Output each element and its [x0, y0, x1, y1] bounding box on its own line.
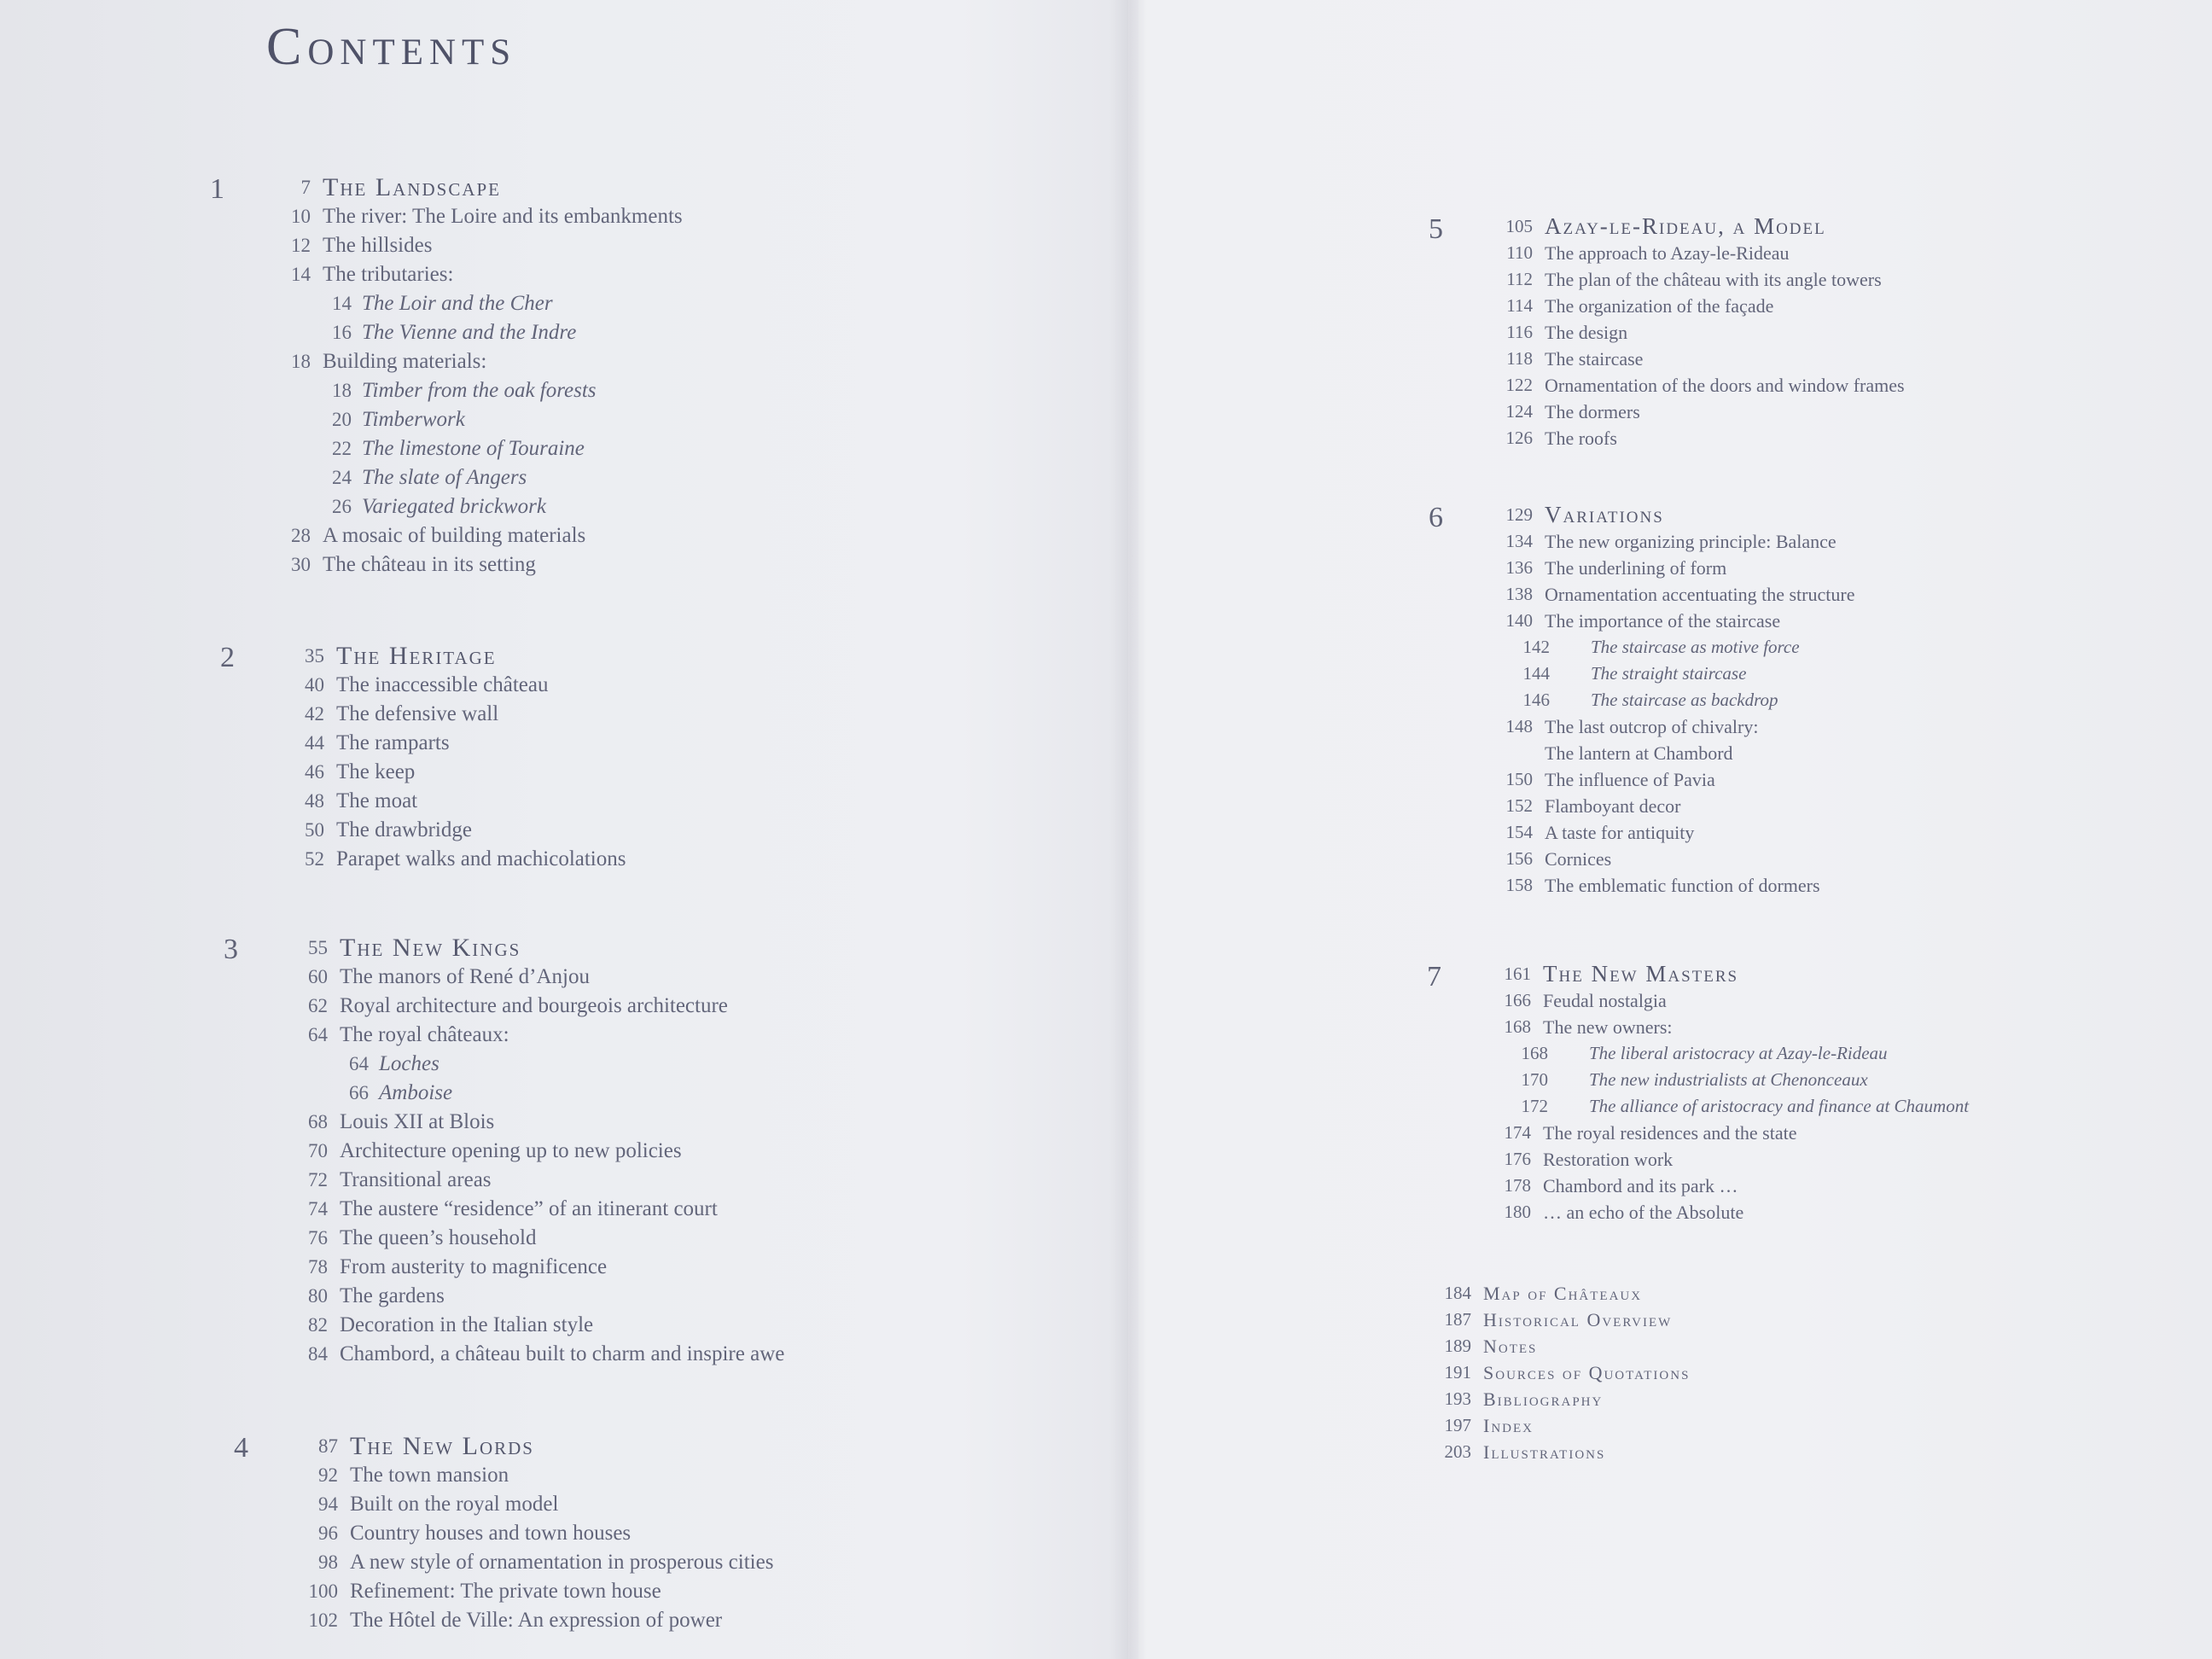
back-matter-title: Bibliography [1483, 1388, 1604, 1410]
entry-text: The new owners: [1543, 1016, 1673, 1038]
page-number: 26 [332, 496, 352, 517]
entry-text: Feudal nostalgia [1543, 990, 1667, 1011]
entry-text: The new organizing principle: Balance [1545, 531, 1837, 552]
page-number: 150 [1505, 769, 1533, 789]
page-number: 172 [1521, 1096, 1548, 1116]
entry-text: Built on the royal model [350, 1493, 559, 1516]
entry-list [268, 173, 1121, 579]
toc-subentry [268, 376, 1121, 405]
page-number: 18 [291, 351, 311, 372]
page-title: Contents [266, 18, 517, 76]
back-matter-title: Sources of Quotations [1483, 1362, 1691, 1383]
toc-entry [1488, 372, 2212, 399]
entry-text: Royal architecture and bourgeois architecture [340, 994, 728, 1017]
page-number: 60 [308, 966, 328, 987]
toc-entry [1487, 1199, 2212, 1225]
chapter-number: 5 [1429, 213, 1443, 245]
chapter-title: The New Kings [340, 934, 521, 962]
entry-text: Architecture opening up to new policies [340, 1139, 682, 1162]
entry-text: The limestone of Touraine [362, 437, 585, 460]
entry-text: The Loir and the Cher [362, 292, 553, 315]
page-number: 184 [1444, 1283, 1471, 1303]
entry-text: The moat [336, 789, 418, 812]
entry-text: The royal residences and the state [1543, 1122, 1797, 1144]
page-number: 64 [308, 1024, 328, 1045]
page-number: 158 [1505, 875, 1533, 895]
page-number: 136 [1505, 557, 1533, 578]
toc-entry [1487, 1014, 2212, 1040]
page-number: 138 [1505, 584, 1533, 604]
entry-text: Restoration work [1543, 1149, 1674, 1170]
page-number: 110 [1506, 242, 1533, 263]
entry-text: The emblematic function of dormers [1545, 875, 1820, 896]
entry-text: The drawbridge [336, 818, 472, 841]
entry-text: The importance of the staircase [1545, 610, 1781, 632]
page-number: 187 [1444, 1309, 1471, 1330]
chapter-number: 2 [220, 642, 235, 673]
entry-text: The staircase as motive force [1591, 637, 1800, 657]
entry-text: The influence of Pavia [1545, 769, 1715, 790]
page-number: 66 [349, 1082, 369, 1103]
page-number: 154 [1505, 822, 1533, 842]
page-number: 70 [308, 1140, 328, 1161]
page-number: 170 [1521, 1069, 1548, 1090]
entry-text: Ornamentation of the doors and window frames [1545, 375, 1905, 396]
entry-text: … an echo of the Absolute [1543, 1202, 1744, 1223]
back-matter-title: Index [1483, 1415, 1534, 1436]
entry-text: The roofs [1545, 428, 1617, 449]
page-number: 62 [308, 995, 328, 1016]
page-number: 76 [308, 1227, 328, 1249]
toc-entry [295, 1461, 1149, 1490]
toc-entry [285, 1108, 1138, 1137]
page-number: 40 [305, 674, 324, 696]
toc-subentry [268, 463, 1121, 492]
toc-subentry [1488, 687, 2212, 713]
chapter-number: 6 [1429, 502, 1443, 533]
page-number: 114 [1506, 295, 1533, 316]
entry-text: Flamboyant decor [1545, 795, 1681, 817]
chapter-title: The Landscape [323, 173, 501, 201]
toc-entry [285, 963, 1138, 992]
toc-entry [1488, 425, 2212, 451]
entry-text: Transitional areas [340, 1168, 492, 1191]
chapter-heading-row [285, 934, 1138, 963]
page-number: 122 [1505, 375, 1533, 395]
chapter-title: The New Masters [1543, 961, 1739, 987]
toc-entry [1488, 713, 2212, 740]
page-number: 197 [1444, 1415, 1471, 1435]
entry-text: A new style of ornamentation in prosperous cities [350, 1551, 774, 1574]
entry-text: The tributaries: [323, 263, 454, 286]
toc-entry [295, 1490, 1149, 1519]
entry-text: Ornamentation accentuating the structure [1545, 584, 1855, 605]
entry-text: The queen’s household [340, 1226, 537, 1249]
toc-entry [1488, 399, 2212, 425]
entry-text: Decoration in the Italian style [340, 1313, 594, 1336]
page-number: 166 [1504, 990, 1531, 1010]
page-number: 18 [332, 380, 352, 401]
toc-entry [268, 202, 1121, 231]
toc-entry [268, 550, 1121, 579]
page-number: 152 [1505, 795, 1533, 816]
page-number: 72 [308, 1169, 328, 1190]
back-matter-entry [1427, 1359, 2024, 1386]
toc-subentry [268, 492, 1121, 521]
chapter-number: 4 [234, 1432, 248, 1464]
toc-entry [285, 1166, 1138, 1195]
entry-text: Parapet walks and machicolations [336, 847, 626, 870]
chapter-title: Azay-le-Rideau, a Model [1545, 213, 1826, 239]
toc-entry [295, 1606, 1149, 1635]
entry-list [1487, 961, 2212, 1225]
page-number: 124 [1505, 401, 1533, 422]
toc-entry [1488, 740, 2212, 766]
entry-text: The organization of the façade [1545, 295, 1774, 317]
page-number: 14 [332, 293, 352, 314]
page-number: 168 [1521, 1043, 1548, 1063]
toc-subentry [268, 318, 1121, 347]
toc-subentry [1487, 1093, 2212, 1120]
page-number: 126 [1505, 428, 1533, 448]
page-number: 10 [291, 206, 311, 227]
page-number: 178 [1504, 1175, 1531, 1196]
page-number: 156 [1505, 848, 1533, 869]
toc-entry [285, 1195, 1138, 1224]
back-matter-title: Illustrations [1483, 1441, 1606, 1463]
entry-text: The ramparts [336, 731, 450, 754]
page-number: 176 [1504, 1149, 1531, 1169]
entry-text: The royal châteaux: [340, 1023, 509, 1046]
page-number: 64 [349, 1053, 369, 1074]
page-number: 142 [1522, 637, 1550, 657]
back-matter-entry [1427, 1333, 2024, 1359]
toc-subentry [268, 434, 1121, 463]
entry-list [295, 1432, 1149, 1635]
entry-text: The plan of the château with its angle towers [1545, 269, 1882, 290]
chapter-title: The New Lords [350, 1432, 534, 1460]
toc-entry [1488, 319, 2212, 346]
toc-entry [285, 992, 1138, 1021]
chapter-title: Variations [1545, 502, 1664, 527]
entry-text: Cornices [1545, 848, 1612, 870]
chapter-number: 1 [210, 173, 224, 205]
toc-entry [1487, 987, 2212, 1014]
toc-subentry [285, 1050, 1138, 1079]
page-number: 118 [1506, 348, 1533, 369]
page-number: 116 [1506, 322, 1533, 342]
toc-entry [1488, 793, 2212, 819]
toc-subentry [1488, 634, 2212, 661]
page-number: 193 [1444, 1388, 1471, 1409]
toc-entry [1488, 872, 2212, 899]
page-number: 82 [308, 1314, 328, 1336]
toc-entry [295, 1577, 1149, 1606]
entry-text: A taste for antiquity [1545, 822, 1695, 843]
toc-entry [285, 1311, 1138, 1340]
entry-text: The defensive wall [336, 702, 499, 725]
page-number: 161 [1504, 963, 1531, 984]
page-number: 96 [318, 1522, 338, 1544]
toc-entry [1488, 819, 2212, 846]
page-number: 129 [1505, 504, 1533, 525]
toc-entry [1487, 1120, 2212, 1146]
page-number: 100 [308, 1580, 338, 1602]
page-number: 191 [1444, 1362, 1471, 1382]
entry-text: Loches [379, 1052, 439, 1075]
toc-entry [1488, 346, 2212, 372]
entry-text: From austerity to magnificence [340, 1255, 608, 1278]
page-number: 180 [1504, 1202, 1531, 1222]
chapter-heading-row [1488, 502, 2212, 528]
page-number: 174 [1504, 1122, 1531, 1143]
entry-text: The approach to Azay-le-Rideau [1545, 242, 1790, 264]
page-number: 87 [318, 1435, 338, 1457]
toc-entry [285, 1282, 1138, 1311]
page-number: 112 [1506, 269, 1533, 289]
entry-text: Variegated brickwork [362, 495, 546, 518]
toc-entry [268, 260, 1121, 289]
toc-entry [1487, 1146, 2212, 1173]
toc-entry [268, 521, 1121, 550]
back-matter-entry [1427, 1307, 2024, 1333]
toc-entry [295, 1548, 1149, 1577]
page-number: 28 [291, 525, 311, 546]
page-number: 24 [332, 467, 352, 488]
page-number: 146 [1522, 690, 1550, 710]
page-number: 140 [1505, 610, 1533, 631]
page-number: 168 [1504, 1016, 1531, 1037]
page-number: 189 [1444, 1336, 1471, 1356]
page-number: 144 [1522, 663, 1550, 684]
entry-text: Chambord and its park … [1543, 1175, 1738, 1196]
chapter-number: 3 [224, 934, 238, 965]
toc-entry [1487, 1173, 2212, 1199]
toc-subentry [1488, 661, 2212, 687]
page-number: 22 [332, 438, 352, 459]
toc-entry [282, 758, 1135, 787]
back-matter-list [1427, 1280, 2024, 1465]
entry-text: The Hôtel de Ville: An expression of power [350, 1609, 723, 1632]
chapter-heading-row [295, 1432, 1149, 1461]
toc-entry [1488, 846, 2212, 872]
entry-text: The staircase as backdrop [1591, 690, 1778, 710]
toc-entry [282, 816, 1135, 845]
page-number: 16 [332, 322, 352, 343]
back-matter-entry [1427, 1280, 2024, 1307]
toc-entry [285, 1340, 1138, 1369]
page-number: 44 [305, 732, 324, 754]
page-number: 46 [305, 761, 324, 783]
back-matter-title: Map of Châteaux [1483, 1283, 1643, 1304]
toc-subentry [1487, 1067, 2212, 1093]
entry-text: The hillsides [323, 234, 433, 257]
chapter-number: 7 [1427, 961, 1441, 992]
entry-text: Building materials: [323, 350, 487, 373]
entry-text: The underlining of form [1545, 557, 1727, 579]
chapter-heading-row [282, 642, 1135, 671]
page-number: 30 [291, 554, 311, 575]
page-number: 68 [308, 1111, 328, 1132]
toc-subentry [285, 1079, 1138, 1108]
toc-entry [1488, 766, 2212, 793]
entry-text: The straight staircase [1591, 663, 1747, 684]
toc-entry [295, 1519, 1149, 1548]
toc-entry [282, 671, 1135, 700]
entry-text: The inaccessible château [336, 673, 549, 696]
toc-entry [1488, 608, 2212, 634]
entry-text: The slate of Angers [362, 466, 527, 489]
entry-text: Timber from the oak forests [362, 379, 597, 402]
page-number: 102 [308, 1610, 338, 1631]
entry-text: The town mansion [350, 1464, 509, 1487]
page-number: 74 [308, 1198, 328, 1220]
back-matter-title: Notes [1483, 1336, 1538, 1357]
page-number: 84 [308, 1343, 328, 1365]
entry-text: The staircase [1545, 348, 1644, 370]
page-number: 52 [305, 848, 324, 870]
toc-entry [282, 787, 1135, 816]
entry-list [285, 934, 1138, 1369]
page-number: 134 [1505, 531, 1533, 551]
page-number: 80 [308, 1285, 328, 1307]
page-number: 7 [300, 177, 311, 198]
entry-text: Timberwork [362, 408, 465, 431]
toc-entry [282, 700, 1135, 729]
entry-list [1488, 502, 2212, 899]
page-number: 35 [305, 645, 324, 667]
toc-entry [285, 1137, 1138, 1166]
toc-subentry [268, 289, 1121, 318]
entry-text: The lantern at Chambord [1545, 742, 1733, 764]
toc-entry [268, 231, 1121, 260]
entry-text: Country houses and town houses [350, 1522, 632, 1545]
page-number: 78 [308, 1256, 328, 1278]
back-matter-entry [1427, 1439, 2024, 1465]
page-number: 50 [305, 819, 324, 841]
page-number: 148 [1505, 716, 1533, 736]
entry-text: The keep [336, 760, 416, 783]
toc-entry [1488, 293, 2212, 319]
page-number: 105 [1505, 216, 1533, 236]
page-number: 92 [318, 1464, 338, 1486]
entry-text: The dormers [1545, 401, 1640, 422]
entry-text: The austere “residence” of an itinerant court [340, 1197, 718, 1220]
toc-entry [268, 347, 1121, 376]
entry-text: Chambord, a château built to charm and inspire awe [340, 1342, 785, 1365]
toc-subentry [268, 405, 1121, 434]
page-number: 42 [305, 703, 324, 725]
page-number: 20 [332, 409, 352, 430]
entry-text: The château in its setting [323, 553, 536, 576]
entry-text: Amboise [379, 1081, 453, 1104]
page-number: 94 [318, 1493, 338, 1515]
entry-text: Refinement: The private town house [350, 1580, 661, 1603]
chapter-heading-row [268, 173, 1121, 202]
entry-list [282, 642, 1135, 874]
entry-text: The Vienne and the Indre [362, 321, 577, 344]
entry-text: The design [1545, 322, 1628, 343]
entry-text: The new industrialists at Chenonceaux [1589, 1069, 1868, 1090]
toc-entry [285, 1021, 1138, 1050]
toc-entry [1488, 240, 2212, 266]
entry-text: The last outcrop of chivalry: [1545, 716, 1759, 737]
entry-text: The manors of René d’Anjou [340, 965, 590, 988]
entry-text: The liberal aristocracy at Azay-le-Rideau [1589, 1043, 1888, 1063]
chapter-heading-row [1488, 213, 2212, 240]
back-matter-entry [1427, 1386, 2024, 1412]
back-matter-title: Historical Overview [1483, 1309, 1673, 1330]
entry-list [1488, 213, 2212, 451]
entry-text: Louis XII at Blois [340, 1110, 495, 1133]
page-number: 12 [291, 235, 311, 256]
toc-entry [285, 1224, 1138, 1253]
entry-text: The alliance of aristocracy and finance at Chaumont [1589, 1096, 1970, 1116]
toc-entry [1488, 555, 2212, 581]
chapter-heading-row [1487, 961, 2212, 987]
toc-entry [282, 729, 1135, 758]
page-number: 203 [1444, 1441, 1471, 1462]
entry-text: The river: The Loire and its embankments [323, 205, 683, 228]
toc-entry [1488, 581, 2212, 608]
back-matter-entry [1427, 1412, 2024, 1439]
entry-text: A mosaic of building materials [323, 524, 586, 547]
toc-subentry [1487, 1040, 2212, 1067]
page-number: 14 [291, 264, 311, 285]
entry-text: The gardens [340, 1284, 445, 1307]
page-number: 98 [318, 1551, 338, 1573]
toc-entry [1488, 528, 2212, 555]
page-number: 55 [308, 937, 328, 958]
toc-entry [1488, 266, 2212, 293]
chapter-title: The Heritage [336, 642, 497, 670]
toc-entry [285, 1253, 1138, 1282]
page-number: 48 [305, 790, 324, 812]
toc-entry [282, 845, 1135, 874]
